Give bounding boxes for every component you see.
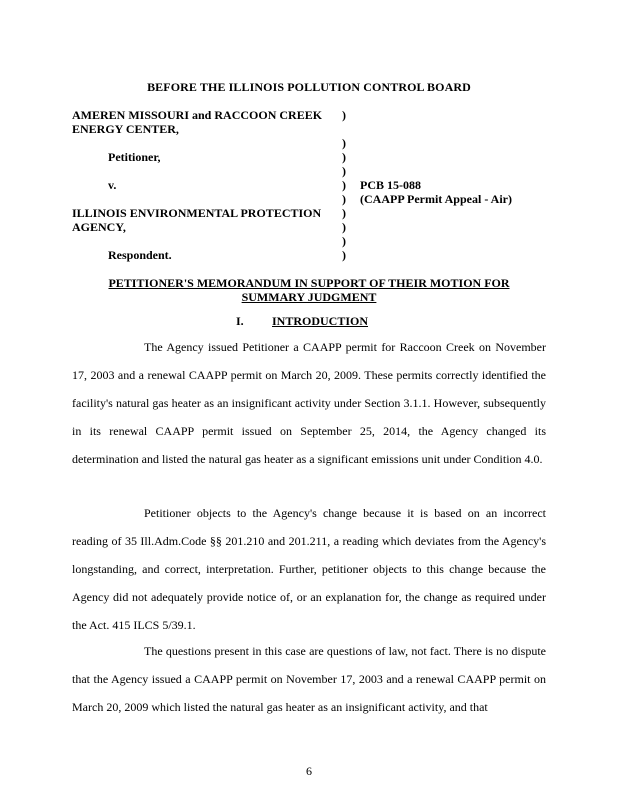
- body-paragraph-3: The questions present in this case are questions of law, not fact. There is no dispute that the Agency issued a CAAPP permit on November 17, 2003 and a renewal CAAPP permit on March 20, 2009 which listed the natural gas heater as an insignificant activity, and that: [72, 644, 546, 714]
- petitioner-role: Petitioner,: [108, 150, 161, 164]
- respondent-name-line2: AGENCY,: [72, 220, 126, 234]
- body-paragraph-2: Petitioner objects to the Agency's change because it is based on an incorrect reading of 35 Ill.Adm.Code §§ 201.210 and 201.211, a reading which deviates from the Agency's longstanding, and correct, interpretation. Further, petitioner objects to this change because the Agency did not adequately provide notice of, or an explanation for, the change as required under the Act. 415 ILCS 5/39.1.: [72, 506, 546, 632]
- caption-paren: ): [342, 220, 346, 234]
- caption-paren: ): [342, 192, 346, 206]
- memorandum-title-line1: PETITIONER'S MEMORANDUM IN SUPPORT OF THEIR MOTION FOR: [108, 276, 510, 290]
- petitioner-name-line1: AMEREN MISSOURI and RACCOON CREEK: [72, 108, 323, 122]
- caption-paren: ): [342, 108, 346, 122]
- section-title: INTRODUCTION: [272, 314, 369, 328]
- caption-paren: ): [342, 248, 346, 262]
- board-title: BEFORE THE ILLINOIS POLLUTION CONTROL BOARD: [147, 80, 471, 94]
- page-number: 6: [306, 764, 312, 778]
- memorandum-title: [0, 276, 618, 304]
- body-paragraph-1: The Agency issued Petitioner a CAAPP permit for Raccoon Creek on November 17, 2003 and a renewal CAAPP permit on March 20, 2009. These permits correctly identified the facility's natural gas heater as an insignificant activity under Section 3.1.1. However, subsequently in its renewal CAAPP permit issued on September 25, 2014, the Agency changed its determination and listed the natural gas heater as a significant emissions unit under Condition 4.0.: [72, 340, 546, 466]
- caption-paren: ): [342, 178, 346, 192]
- petitioner-name-line2: ENERGY CENTER,: [72, 122, 179, 136]
- memorandum-title-line2: SUMMARY JUDGMENT: [241, 290, 377, 304]
- versus: v.: [108, 178, 117, 192]
- caption-paren: ): [342, 206, 346, 220]
- case-caption: [72, 108, 552, 262]
- caption-paren: ): [342, 164, 346, 178]
- case-type: (CAAPP Permit Appeal - Air): [360, 192, 512, 206]
- respondent-name-line1: ILLINOIS ENVIRONMENTAL PROTECTION: [72, 206, 322, 220]
- caption-paren: ): [342, 136, 346, 150]
- section-number: I.: [236, 314, 244, 328]
- section-heading: [236, 314, 368, 329]
- caption-paren: ): [342, 234, 346, 248]
- case-number: PCB 15-088: [360, 178, 421, 192]
- caption-paren: ): [342, 150, 346, 164]
- respondent-role: Respondent.: [108, 248, 172, 262]
